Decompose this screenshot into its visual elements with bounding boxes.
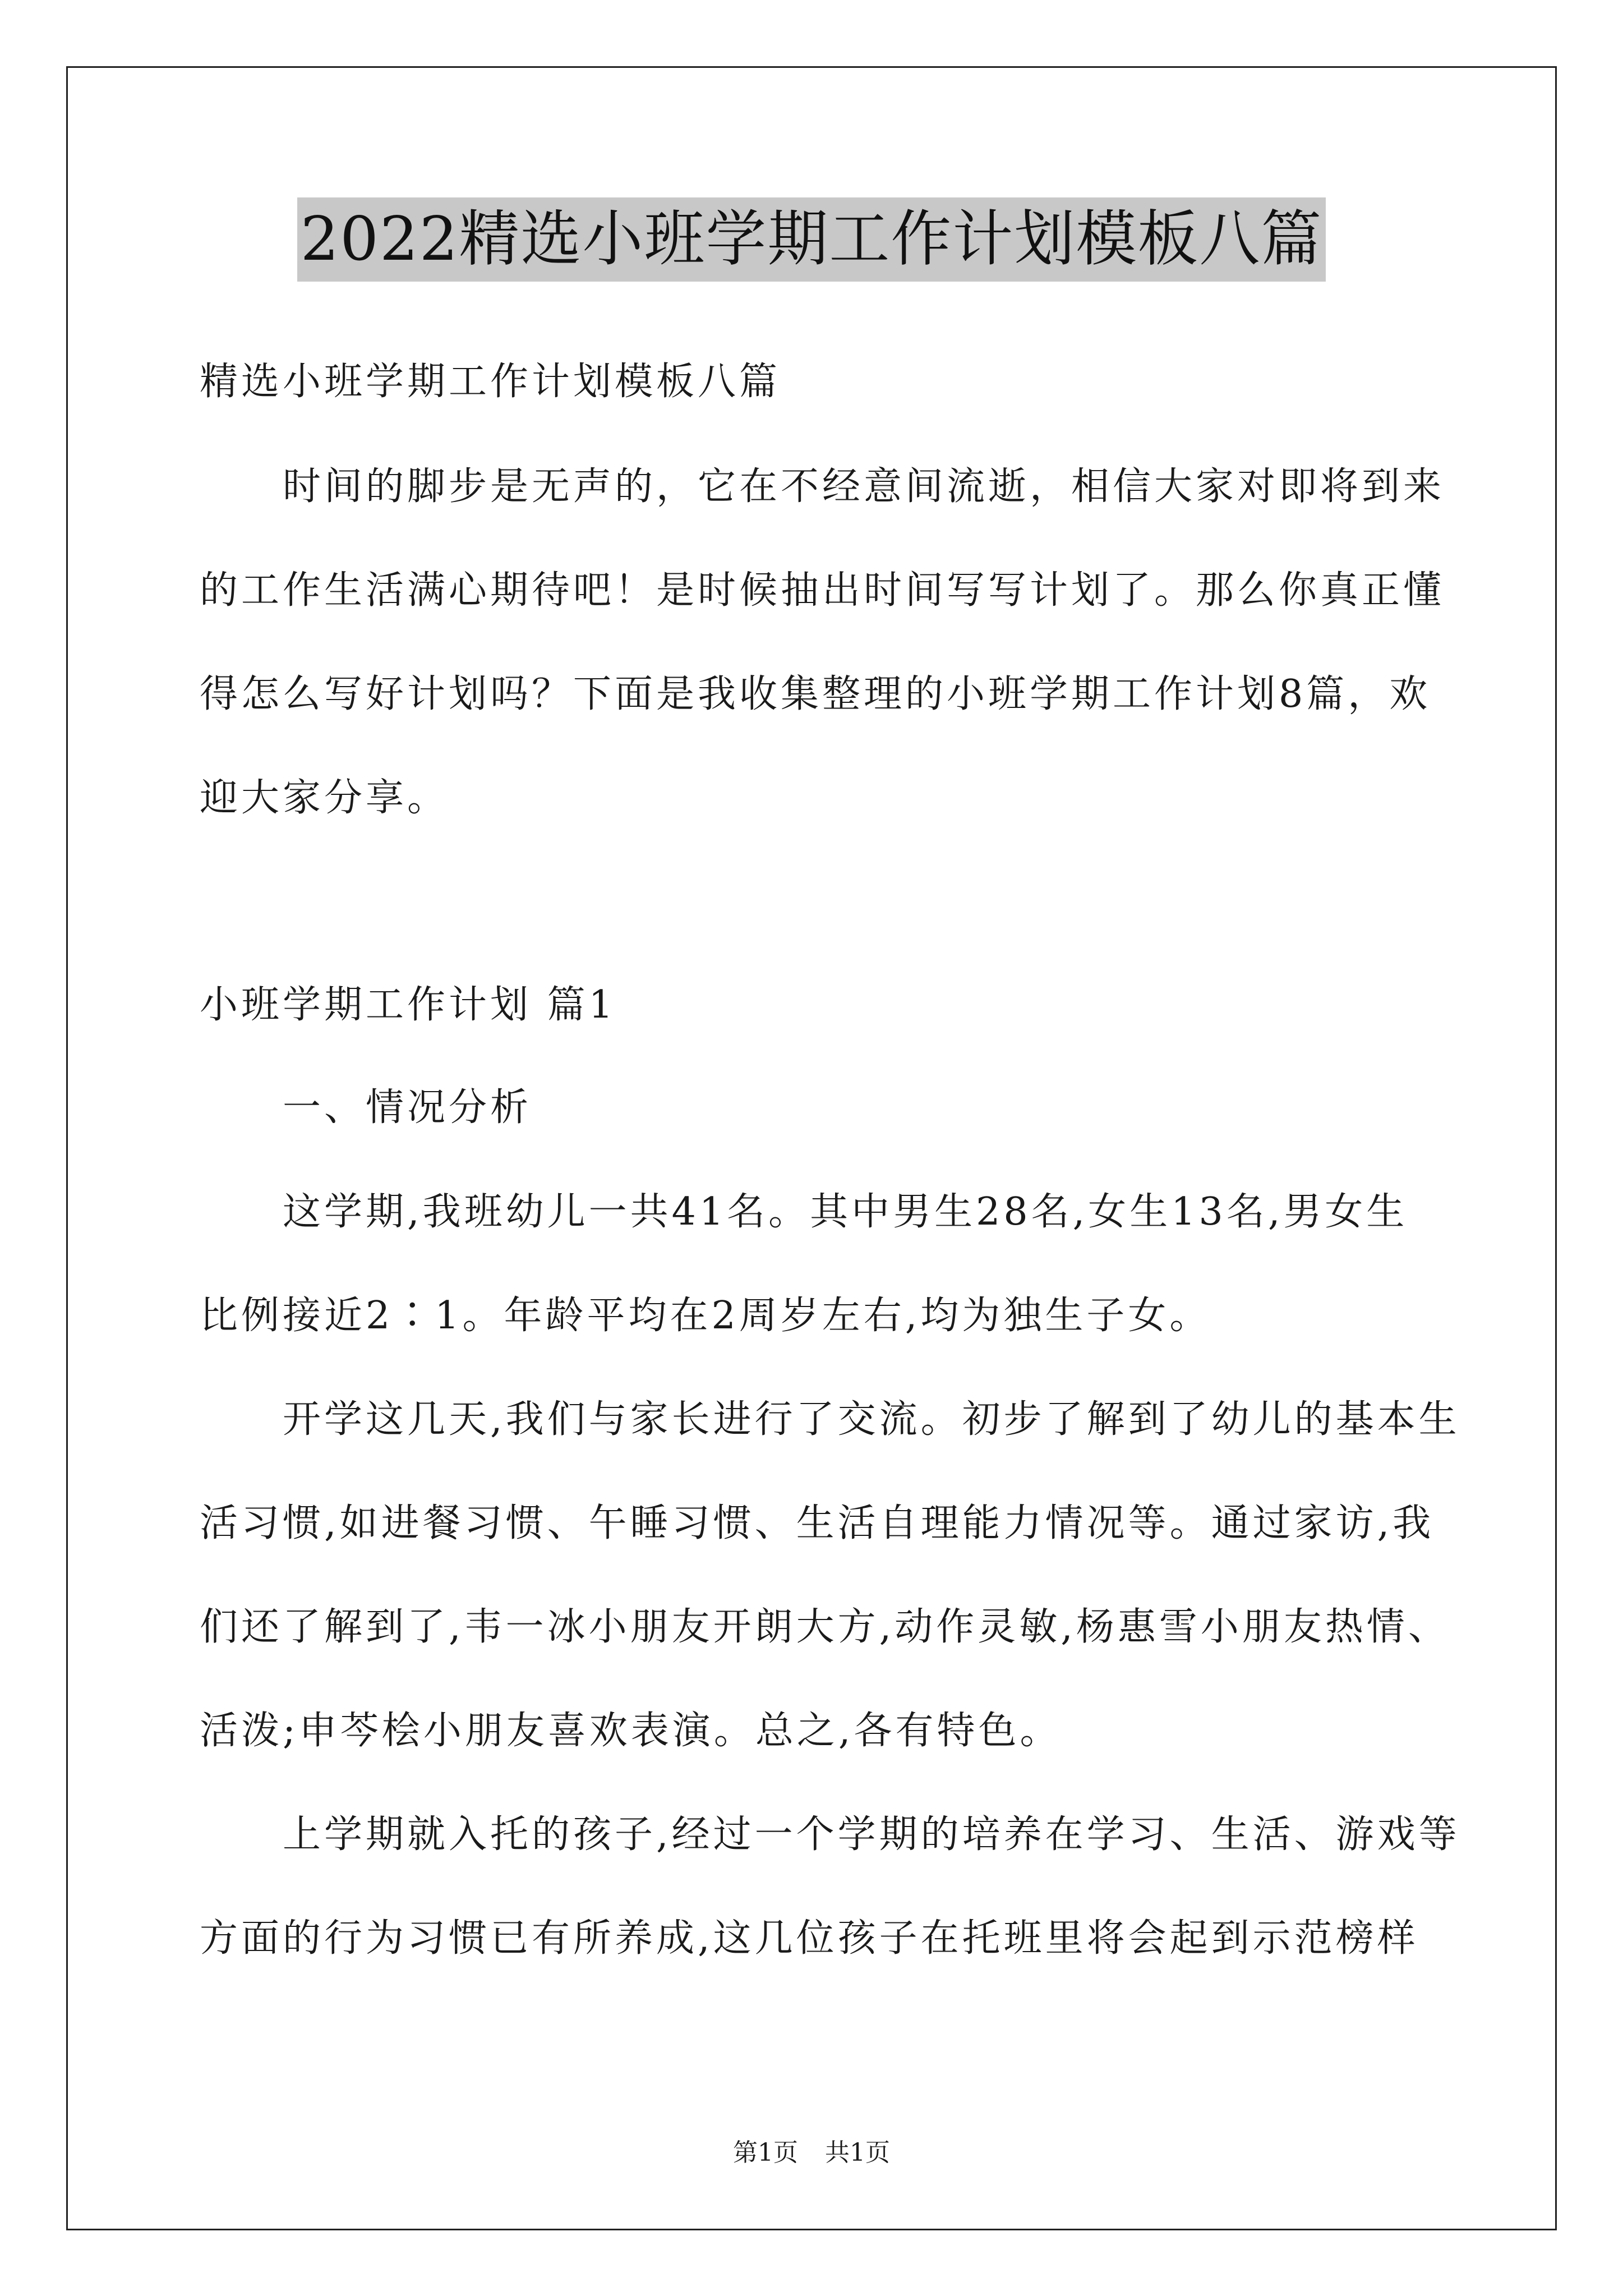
title-container bbox=[0, 197, 1623, 282]
body-line: 开学这几天,我们与家长进行了交流。初步了解到了幼儿的基本生 bbox=[283, 1397, 1460, 1442]
body-line: 这学期,我班幼儿一共41名。其中男生28名,女生13名,男女生 bbox=[283, 1190, 1408, 1234]
body-line: 比例接近2∶1。年龄平均在2周岁左右,均为独生子女。 bbox=[200, 1294, 1211, 1338]
intro-line: 时间的脚步是无声的，它在不经意间流逝，相信大家对即将到来 bbox=[283, 464, 1445, 509]
body-line: 活习惯,如进餐习惯、午睡习惯、生活自理能力情况等。通过家访,我 bbox=[200, 1501, 1435, 1545]
body-line: 活泼;申芩桧小朋友喜欢表演。总之,各有特色。 bbox=[200, 1709, 1062, 1753]
intro-line: 的工作生活满心期待吧！是时候抽出时间写写计划了。那么你真正懂 bbox=[200, 568, 1445, 613]
page-number: 第1页 bbox=[733, 2138, 798, 2167]
intro-line: 得怎么写好计划吗？下面是我收集整理的小班学期工作计划8篇，欢 bbox=[200, 672, 1431, 716]
body-line: 们还了解到了,韦一冰小朋友开朗大方,动作灵敏,杨惠雪小朋友热情、 bbox=[200, 1605, 1450, 1649]
body-line: 方面的行为习惯已有所养成,这几位孩子在托班里将会起到示范榜样 bbox=[200, 1916, 1419, 1961]
document-title: 2022精选小班学期工作计划模板八篇 bbox=[297, 197, 1326, 282]
body-line: 上学期就入托的孩子,经过一个学期的培养在学习、生活、游戏等 bbox=[283, 1812, 1460, 1857]
document-subtitle: 精选小班学期工作计划模板八篇 bbox=[200, 360, 781, 404]
subsection-heading: 一、情况分析 bbox=[283, 1085, 532, 1130]
section-heading: 小班学期工作计划 篇1 bbox=[200, 983, 616, 1027]
intro-line: 迎大家分享。 bbox=[200, 776, 449, 820]
page-footer bbox=[0, 2136, 1623, 2170]
page-total: 共1页 bbox=[825, 2138, 890, 2167]
